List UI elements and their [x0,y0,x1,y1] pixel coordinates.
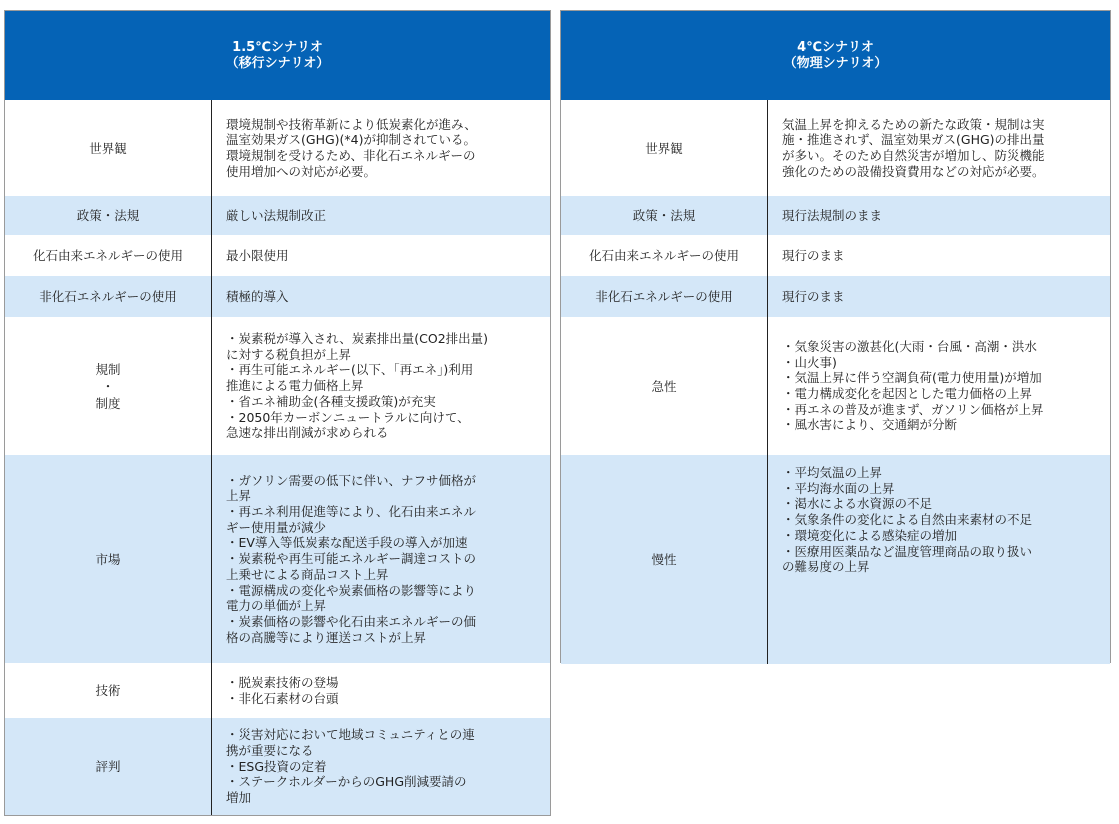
row-description [768,317,1110,455]
description-line: ・医療用医薬品など温度管理商品の取り扱い [782,543,1033,559]
description-line: ・平均海水面の上昇 [782,480,895,496]
row-label-text: 政策・法規 [632,208,696,223]
description-line: ・再生可能エネルギー(以下、「再エネ」)利用 [226,362,474,378]
description-line: 積極的導入 [226,288,289,304]
description-line: ・ガソリン需要の低下に伴い、ナフサ価格が [226,472,477,488]
description-line: 環境規制や技術革新により低炭素化が進み、 [226,116,477,132]
description-line: ・炭素税が導入され、炭素排出量(CO2排出量) [226,331,489,347]
description-line: 施・推進されず、温室効果ガス(GHG)の排出量 [782,132,1045,148]
table-row [5,663,550,718]
table-row [5,235,550,276]
row-description [768,196,1110,235]
row-label [5,317,212,455]
description-line: 現行法規制のまま [782,207,883,223]
description-line: 増加 [226,790,252,806]
table-row [561,455,1110,664]
row-description [768,455,1110,664]
row-description [768,235,1110,276]
row-label [5,718,212,815]
description-line: 現行のまま [782,288,845,304]
description-line: 格の高騰等により運送コストが上昇 [226,629,427,645]
table-row [5,276,550,317]
row-label-text: 非化石エネルギーの使用 [39,289,177,304]
row-label [561,196,768,235]
description-line: に対する税負担が上昇 [226,346,352,362]
row-label-text: 世界観 [645,140,683,156]
description-line: ・ステークホルダーからのGHG削減要請の [226,774,467,790]
scenario-table-1-5c [4,10,551,816]
description-line: ・気温上昇に伴う空調負荷(電力使用量)が増加 [782,370,1042,386]
table-row [561,235,1110,276]
table-row [5,100,550,196]
row-label-text: 化石由来エネルギーの使用 [588,248,739,263]
description-line: 厳しい法規制改正 [226,207,327,223]
row-label-text: 制度 [95,395,121,411]
description-line: 携が重要になる [226,742,314,758]
description-line: ・山火事) [782,354,837,370]
header-subtitle: （移行シナリオ） [225,55,330,71]
description-line: 温室効果ガス(GHG)(*4)が抑制されている。 [226,132,476,148]
row-description [768,100,1110,196]
row-label [5,100,212,196]
description-line: 現行のまま [782,247,845,263]
scenario-table-4c [560,10,1111,663]
row-label [561,317,768,455]
table-row [5,718,550,815]
table-row [561,196,1110,235]
description-line: ギー使用量が減少 [226,519,327,535]
description-line: ・気象災害の激甚化(大雨・台風・高潮・洪水 [782,338,1037,354]
row-label [5,235,212,276]
description-line: ・電源構成の変化や炭素価格の影響等により [226,582,477,598]
row-label-text: 規制 [95,361,121,377]
row-description [212,455,550,663]
row-label [5,455,212,663]
table-row [5,455,550,663]
row-label-text: 市場 [95,551,121,567]
row-description [212,663,550,718]
description-line: の難易度の上昇 [782,559,870,575]
row-label [561,235,768,276]
table-row [561,276,1110,317]
row-description [212,718,550,815]
description-line: ・炭素税や再生可能エネルギー調達コストの [226,551,477,567]
table-header-4c [561,11,1110,100]
header-title: 4℃シナリオ [797,39,874,55]
header-subtitle: （物理シナリオ） [783,55,888,71]
row-label-text: 非化石エネルギーの使用 [595,289,733,304]
description-line: ・再エネ利用促進等により、化石由来エネル [226,504,477,520]
table-row [5,317,550,455]
table-row [5,196,550,235]
description-line: ・非化石素材の台頭 [226,690,339,706]
row-label-text: 評判 [95,759,121,774]
row-description [212,235,550,276]
description-line: 上乗せによる商品コスト上昇 [226,566,389,582]
description-line: ・脱炭素技術の登場 [226,674,339,690]
description-line: 気温上昇を抑えるための新たな政策・規制は実 [782,116,1045,132]
description-line: ・再エネの普及が進まず、ガソリン価格が上昇 [782,401,1044,417]
description-line: 上昇 [226,488,252,504]
row-label-text: 世界観 [89,140,127,156]
table-header-1-5c [5,11,550,100]
row-label [561,276,768,317]
description-line: が多い。そのため自然災害が増加し、防災機能 [782,148,1045,163]
table-body [5,100,550,815]
description-line: 急速な排出削減が求められる [226,425,389,441]
table-row [561,317,1110,455]
description-line: 環境規制を受けるため、非化石エネルギーの [226,148,476,163]
description-line: ・電力構成変化を起因とした電力価格の上昇 [782,386,1033,401]
row-description [768,276,1110,317]
description-line: ・気象条件の変化による自然由来素材の不足 [782,512,1033,528]
description-line: ・風水害により、交通網が分断 [782,417,958,433]
row-description [212,276,550,317]
row-label [5,196,212,235]
row-label [561,100,768,196]
row-label-text: 政策・法規 [76,208,140,223]
row-description [212,196,550,235]
description-line: ・2050年カーボンニュートラルに向けて、 [226,409,470,425]
description-line: 最小限使用 [226,247,289,263]
description-line: 推進による電力価格上昇 [226,378,364,394]
description-line: ・災害対応において地域コミュニティとの連 [226,727,475,743]
header-title: 1.5℃シナリオ [232,39,323,55]
description-line: 使用増加への対応が必要。 [226,163,377,179]
row-label-text: 急性 [651,378,677,394]
row-label-text: 技術 [95,683,121,698]
description-line: ・渇水による水資源の不足 [782,496,933,512]
description-line: ・炭素価格の影響や化石由来エネルギーの価 [226,613,477,629]
row-description [212,100,550,196]
table-body [561,100,1110,664]
row-label [5,663,212,718]
table-row [561,100,1110,196]
description-line: ・平均気温の上昇 [782,465,883,480]
row-description [212,317,550,455]
description-line: 電力の単価が上昇 [226,598,327,614]
description-line: 強化のための設備投資費用などの対応が必要。 [782,163,1045,179]
row-label-text: 慢性 [651,552,677,567]
row-label-text: 化石由来エネルギーの使用 [32,248,183,263]
row-label [5,276,212,317]
row-label [561,455,768,664]
description-line: ・環境変化による感染症の増加 [782,527,958,543]
row-label-text: ・ [101,378,115,394]
description-line: ・省エネ補助金(各種支援政策)が充実 [226,393,436,409]
description-line: ・ESG投資の定着 [226,758,327,774]
description-line: ・EV導入等低炭素な配送手段の導入が加速 [226,535,468,551]
